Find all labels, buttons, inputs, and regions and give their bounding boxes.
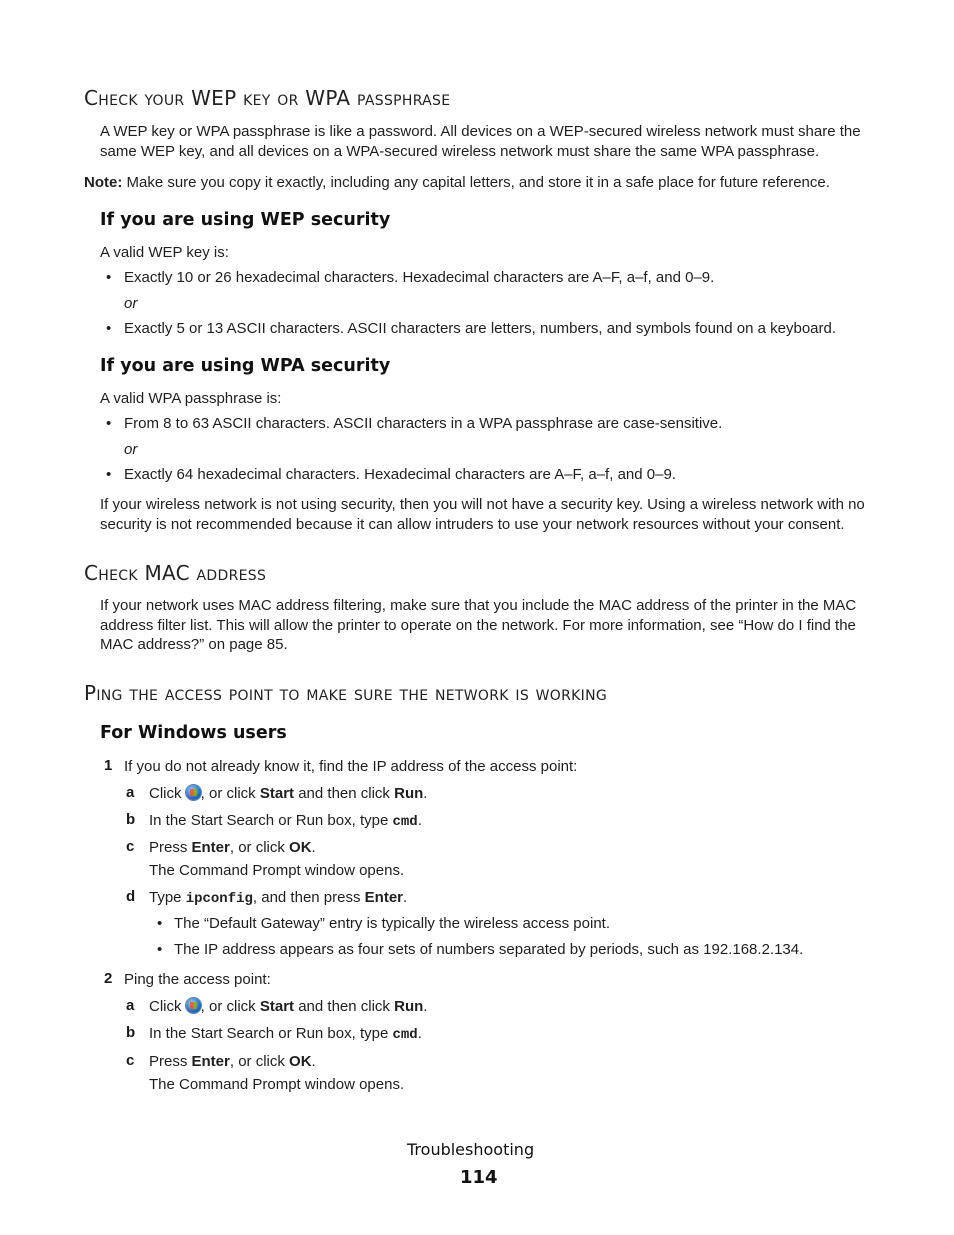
section-heading-ping: Ping the access point to make sure the network is working bbox=[84, 681, 607, 705]
note-text: Make sure you copy it exactly, including any capital letters, and store it in a safe place for future reference. bbox=[122, 174, 830, 191]
footer-title: Troubleshooting bbox=[407, 1140, 535, 1159]
code-ipconfig: ipconfig bbox=[185, 891, 253, 907]
step-1c: Press Enter, or click OK. bbox=[149, 839, 316, 856]
step-1d-bullet-1: The “Default Gateway” entry is typically the wireless access point. bbox=[174, 915, 611, 932]
wep-wpa-closing: If your wireless network is not using security, then you will not have a security key. Using a wireless network with no security is not recommended because it can allow intruders to use your network resources without your consent. bbox=[100, 496, 865, 533]
wep-or: or bbox=[124, 295, 138, 312]
step-1c-result: The Command Prompt window opens. bbox=[149, 862, 405, 879]
code-cmd: cmd bbox=[392, 814, 418, 830]
step-2c-result: The Command Prompt window opens. bbox=[149, 1076, 405, 1093]
bullet-icon: • bbox=[106, 466, 112, 483]
wpa-lead: A valid WPA passphrase is: bbox=[100, 390, 282, 407]
substep-letter: d bbox=[126, 888, 136, 905]
step-number: 1 bbox=[104, 757, 113, 774]
wep-bullet-1: Exactly 10 or 26 hexadecimal characters. Hexadecimal characters are A–F, a–f, and 0–9. bbox=[124, 269, 715, 286]
section-heading-mac: Check MAC address bbox=[84, 561, 267, 585]
step-1a: Click , or click Start and then click Run. bbox=[149, 785, 428, 802]
substep-letter: c bbox=[126, 1052, 135, 1069]
wpa-bullet-1: From 8 to 63 ASCII characters. ASCII characters in a WPA passphrase are case-sensitive. bbox=[124, 415, 723, 432]
substep-letter: b bbox=[126, 1024, 136, 1041]
section-heading-wep-wpa: Check your WEP key or WPA passphrase bbox=[84, 86, 451, 110]
step-2c: Press Enter, or click OK. bbox=[149, 1053, 316, 1070]
windows-start-orb-icon[interactable] bbox=[186, 998, 201, 1013]
step-2a: Click , or click Start and then click Run. bbox=[149, 998, 428, 1015]
step-2b: In the Start Search or Run box, type cmd. bbox=[149, 1025, 422, 1043]
ping-subheading: For Windows users bbox=[100, 723, 287, 743]
step-1d: Type ipconfig, and then press Enter. bbox=[149, 889, 408, 907]
code-cmd: cmd bbox=[392, 1027, 418, 1043]
step-2-text: Ping the access point: bbox=[124, 971, 271, 988]
bullet-icon: • bbox=[106, 320, 112, 337]
page-number: 114 bbox=[460, 1167, 498, 1188]
note-label: Note: bbox=[84, 174, 123, 191]
wpa-bullet-2: Exactly 64 hexadecimal characters. Hexadecimal characters are A–F, a–f, and 0–9. bbox=[124, 466, 676, 483]
windows-start-orb-icon[interactable] bbox=[186, 785, 201, 800]
wpa-subheading: If you are using WPA security bbox=[100, 356, 391, 376]
step-number: 2 bbox=[104, 970, 113, 987]
bullet-icon: • bbox=[157, 915, 163, 932]
note bbox=[84, 173, 830, 193]
substep-letter: c bbox=[126, 838, 135, 855]
bullet-icon: • bbox=[106, 415, 112, 432]
step-1-text: If you do not already know it, find the IP address of the access point: bbox=[124, 758, 578, 775]
wpa-or: or bbox=[124, 441, 138, 458]
substep-letter: a bbox=[126, 997, 135, 1014]
bullet-icon: • bbox=[106, 269, 112, 286]
substep-letter: a bbox=[126, 784, 135, 801]
bullet-icon: • bbox=[157, 941, 163, 958]
step-1b: In the Start Search or Run box, type cmd. bbox=[149, 812, 422, 830]
wep-bullet-2: Exactly 5 or 13 ASCII characters. ASCII characters are letters, numbers, and symbols found on a keyboard. bbox=[124, 320, 837, 337]
step-1d-bullet-2: The IP address appears as four sets of numbers separated by periods, such as 192.168.2.134. bbox=[174, 941, 804, 958]
wep-wpa-intro: A WEP key or WPA passphrase is like a password. All devices on a WEP-secured wireless network must share the same WEP key, and all devices on a WPA-secured wireless network must share the same WPA passphrase. bbox=[100, 123, 861, 160]
wep-lead: A valid WEP key is: bbox=[100, 244, 229, 261]
wep-subheading: If you are using WEP security bbox=[100, 210, 391, 230]
mac-body: If your network uses MAC address filtering, make sure that you include the MAC address of the printer in the MAC address filter list. This will allow the printer to operate on the network. For more information, see “How do I find the MAC address?” on page 85. bbox=[100, 597, 857, 653]
substep-letter: b bbox=[126, 811, 136, 828]
